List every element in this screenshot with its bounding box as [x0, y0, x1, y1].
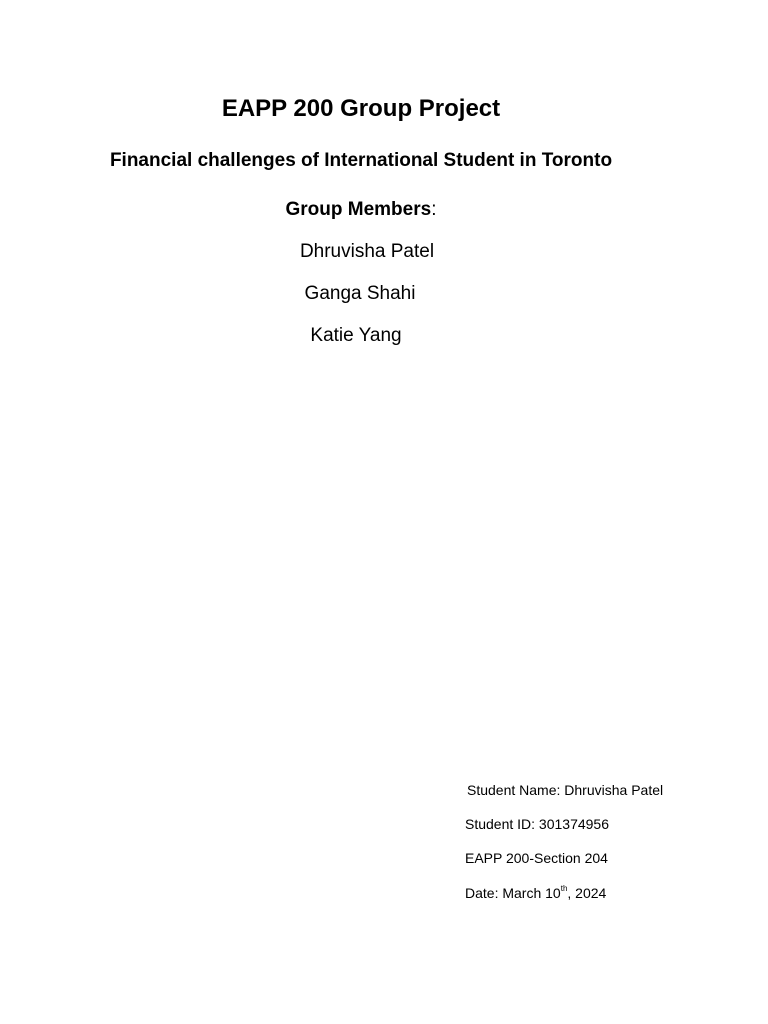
date-line — [465, 884, 606, 902]
date-year: , 2024 — [567, 885, 607, 901]
group-members-heading-label: Group Members — [285, 199, 432, 220]
student-id-line: Student ID: 301374956 — [465, 816, 610, 832]
group-members-heading-colon: : — [431, 199, 437, 220]
document-title: EAPP 200 Group Project — [221, 95, 501, 122]
group-member-name: Katie Yang — [310, 325, 402, 346]
course-section-line: EAPP 200-Section 204 — [465, 850, 608, 866]
group-member-name: Ganga Shahi — [304, 283, 416, 304]
group-members-heading — [0, 198, 722, 222]
group-member-name: Dhruvisha Patel — [299, 241, 435, 262]
document-subtitle: Financial challenges of International Student in Toronto — [109, 150, 613, 171]
student-name-line: Student Name: Dhruvisha Patel — [467, 782, 664, 798]
date-prefix: Date: March 10 — [465, 885, 561, 901]
date-ordinal-suffix: th — [560, 884, 568, 893]
